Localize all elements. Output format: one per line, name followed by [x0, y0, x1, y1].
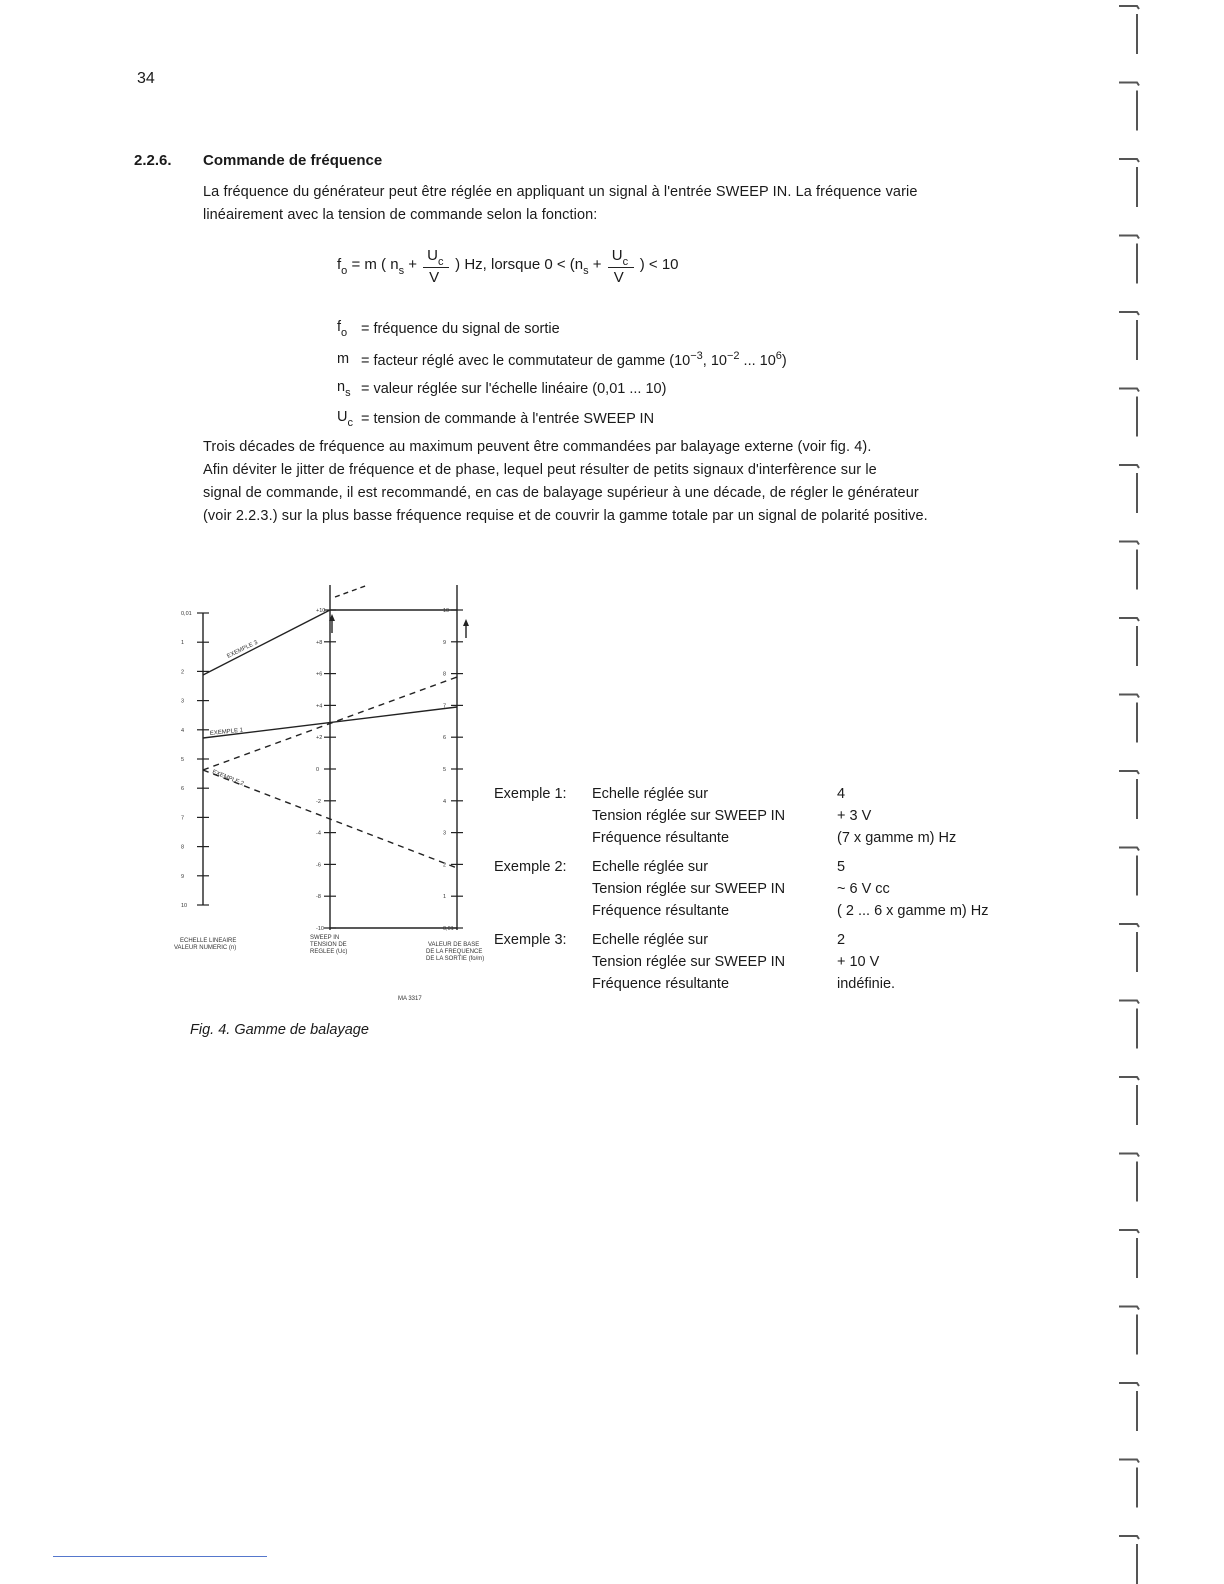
margin-mark — [1119, 1077, 1139, 1125]
margin-mark — [1119, 83, 1139, 131]
mid-axis-tick-label: +8 — [316, 639, 323, 646]
mid-axis-tick-label: 0 — [316, 767, 320, 773]
right-axis-label: DE LA FREQUENCE — [426, 949, 483, 955]
left-axis-tick-label: 5 — [181, 757, 185, 763]
mid-axis-label: SWEEP IN — [310, 935, 340, 941]
section-title: Commande de fréquence — [203, 152, 383, 169]
margin-mark — [1119, 1307, 1139, 1355]
right-axis-tick-label: 1 — [443, 894, 447, 901]
margin-mark — [1119, 6, 1139, 54]
example-row: Exemple 2: Echelle réglée sur 5 — [494, 859, 846, 875]
section-number: 2.2.6. — [134, 152, 172, 169]
left-axis-tick-label: 3 — [181, 698, 185, 705]
mid-axis-tick-label: +6 — [316, 671, 323, 678]
left-axis-tick-label: 0,01 — [181, 611, 192, 617]
left-axis-tick-label: 4 — [181, 727, 185, 734]
page-number: 34 — [137, 70, 155, 87]
margin-mark — [1119, 1154, 1139, 1202]
left-axis-tick-label: 10 — [181, 903, 188, 909]
formula: $f_o = m$ ( $n_s$ + $\frac{U_c}{V}$ ) Hz, lorsque $0 < (n_s$ + $\frac{U_c}{V}$ ) < 10 — [337, 247, 679, 286]
right-axis-tick-label: 0,01 — [443, 926, 454, 932]
left-axis-label: ECHELLE LINEAIRE — [180, 938, 237, 944]
figure-reference: MA 3317 — [398, 996, 422, 1002]
right-axis-tick-label: 7 — [443, 703, 447, 710]
footer-rule — [53, 1556, 267, 1557]
example-row: Fréquence résultante ( 2 ... 6 x gamme m) Hz — [592, 903, 989, 919]
mid-axis-tick-label: +2 — [316, 735, 323, 742]
body-line: (voir 2.2.3.) sur la plus basse fréquence requise et de couvrir la gamme totale par un signal de polarité positive. — [203, 508, 928, 524]
right-axis-tick-label: 9 — [443, 639, 447, 646]
fraction-uc-v: $\frac{U_c}{V}$ — [423, 245, 453, 285]
right-axis-label: DE LA SORTIE (fo/m) — [426, 956, 485, 962]
mid-axis-tick-label: -4 — [316, 830, 321, 837]
example-row: Tension réglée sur SWEEP IN + 3 V — [592, 808, 872, 824]
example-row: Fréquence résultante indéfinie. — [592, 976, 896, 992]
left-axis-tick-label: 1 — [181, 640, 185, 647]
example-row: Exemple 1: Echelle réglée sur 4 — [494, 786, 846, 802]
margin-mark — [1119, 771, 1139, 819]
fraction-uc-v: $\frac{U_c}{V}$ — [608, 245, 638, 285]
example-row: Exemple 3: Echelle réglée sur 2 — [494, 932, 846, 948]
example-1-line-label: EXEMPLE 1 — [209, 727, 244, 737]
example-2-line-label: EXEMPLE 2 — [211, 769, 245, 788]
left-axis-tick-label: 6 — [181, 786, 185, 793]
right-axis-tick-label: 6 — [443, 735, 447, 742]
left-axis-tick-label: 7 — [181, 815, 185, 822]
definitions-list — [337, 314, 787, 434]
body-paragraph — [203, 436, 1063, 528]
mid-axis-tick-label: -6 — [316, 862, 321, 869]
mid-axis-label: REGLEE (Uc) — [310, 949, 348, 955]
figure-caption: Fig. 4. Gamme de balayage — [190, 1022, 369, 1038]
example-row: Tension réglée sur SWEEP IN + 10 V — [592, 954, 880, 970]
margin-mark — [1119, 924, 1139, 972]
definition-row: $f_o$ = fréquence du signal de sortie — [337, 319, 560, 339]
examples-table — [494, 783, 1037, 995]
margin-mark — [1119, 848, 1139, 896]
margin-mark — [1119, 1230, 1139, 1278]
margin-mark — [1119, 1383, 1139, 1431]
margin-mark — [1119, 465, 1139, 513]
body-line: signal de commande, il est recommandé, en cas de balayage supérieur à une décade, de régler le générateur — [203, 485, 919, 501]
margin-mark — [1119, 312, 1139, 360]
body-line: Trois décades de fréquence au maximum peuvent être commandées par balayage externe (voir fig. 4). — [203, 439, 872, 455]
right-axis-tick-label: 5 — [443, 767, 447, 773]
margin-mark — [1119, 159, 1139, 207]
intro-line: linéairement avec la tension de commande selon la fonction: — [203, 207, 598, 223]
left-axis-tick-label: 2 — [181, 669, 185, 676]
margin-mark — [1119, 1460, 1139, 1508]
mid-axis-tick-label: +10 — [316, 608, 326, 614]
margin-mark — [1119, 618, 1139, 666]
mid-axis-label: TENSION DE — [310, 942, 347, 948]
right-axis-tick-label: 4 — [443, 798, 447, 805]
nomogram-figure — [170, 585, 490, 1010]
definition-row: m = facteur réglé avec le commutateur de gamme ($10^{-3}$, $10^{-2}$ ... $10^6$) — [337, 349, 787, 369]
margin-mark — [1119, 542, 1139, 590]
margin-mark — [1119, 1001, 1139, 1049]
example-3-line-label: EXEMPLE 3 — [226, 639, 259, 660]
left-axis-tick-label: 9 — [181, 873, 185, 880]
margin-mark — [1119, 695, 1139, 743]
margin-mark — [1119, 389, 1139, 437]
mid-axis-tick-label: -10 — [316, 926, 324, 932]
right-axis-tick-label: 3 — [443, 830, 447, 837]
intro-paragraph — [203, 181, 1063, 227]
right-axis-label: VALEUR DE BASE — [428, 942, 480, 948]
margin-mark — [1119, 236, 1139, 284]
left-axis-label: VALEUR NUMERIC (n) — [174, 945, 237, 951]
right-axis-tick-label: 10 — [443, 608, 450, 614]
left-axis-tick-label: 8 — [181, 844, 185, 851]
body-line: Afin déviter le jitter de fréquence et de phase, lequel peut résulter de petits signaux d'interfèrence sur le — [203, 462, 877, 478]
definition-row: $U_c$ = tension de commande à l'entrée SWEEP IN — [337, 409, 655, 429]
intro-line: La fréquence du générateur peut être réglée en appliquant un signal à l'entrée SWEEP IN. La fréquence varie — [203, 184, 918, 200]
mid-axis-tick-label: -2 — [316, 798, 321, 805]
right-axis-tick-label: 2 — [443, 862, 447, 869]
binder-margin-marks — [1117, 0, 1147, 1584]
definition-row: $n_s$ = valeur réglée sur l'échelle linéaire (0,01 ... 10) — [337, 379, 667, 399]
example-3-line — [203, 610, 330, 675]
mid-axis-tick-label: +4 — [316, 703, 323, 710]
example-row: Tension réglée sur SWEEP IN ~ 6 V cc — [592, 881, 890, 897]
right-axis-tick-label: 8 — [443, 671, 447, 678]
example-row: Fréquence résultante (7 x gamme m) Hz — [592, 830, 957, 846]
mid-axis-tick-label: -8 — [316, 894, 321, 901]
margin-mark — [1119, 1536, 1139, 1584]
